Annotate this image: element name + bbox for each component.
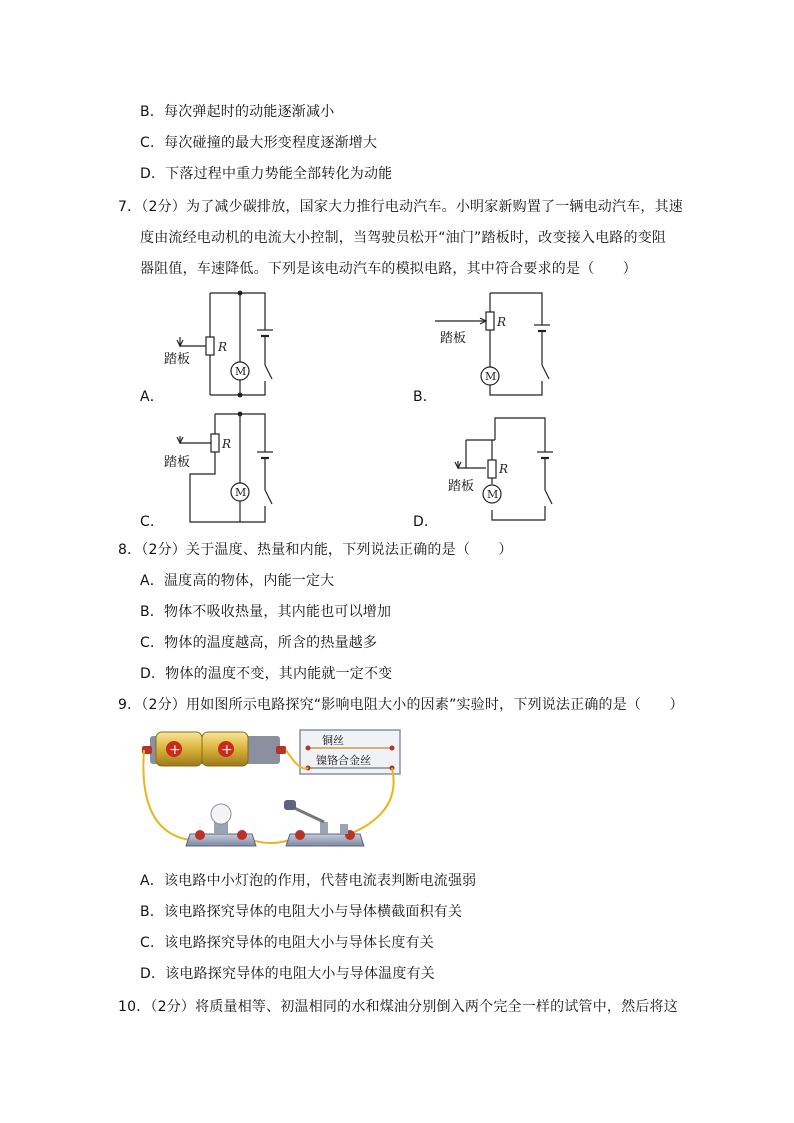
q8-option-d: D．物体的温度不变，其内能就一定不变 bbox=[140, 666, 393, 682]
q9-stem: 9．（2分）用如图所示电路探究“影响电阻大小的因素”实验时，下列说法正确的是（ ） bbox=[118, 697, 684, 713]
q6-option-b: B．每次弹起时的动能逐渐减小 bbox=[140, 104, 335, 120]
q8-option-a: A．温度高的物体，内能一定大 bbox=[140, 573, 335, 589]
q8-option-b: B．物体不吸收热量，其内能也可以增加 bbox=[140, 604, 392, 620]
q7-option-d: D． bbox=[413, 514, 439, 530]
svg-text:+: + bbox=[169, 742, 181, 758]
circuit-a-pedal-label: 踏板 bbox=[164, 352, 191, 367]
circuit-c-resistor-label: R bbox=[222, 437, 232, 451]
circuit-diagram-d bbox=[440, 410, 560, 529]
circuit-d-resistor-label: R bbox=[499, 462, 509, 476]
circuit-b-resistor-label: R bbox=[497, 315, 507, 329]
q6-option-d: D．下落过程中重力势能全部转化为动能 bbox=[140, 166, 393, 182]
q7-stem-line2: 度由流经电动机的电流大小控制，当驾驶员松开“油门”踏板时，改变接入电路的变阻 bbox=[140, 230, 667, 246]
q7-option-b: B． bbox=[413, 389, 438, 405]
experiment-circuit-figure bbox=[140, 722, 410, 866]
q7-stem-line1: 7．（2分）为了减少碳排放，国家大力推行电动汽车。小明家新购置了一辆电动汽车，其速 bbox=[118, 199, 684, 215]
circuit-b-pedal-label: 踏板 bbox=[440, 331, 467, 346]
q9-option-a: A．该电路中小灯泡的作用，代替电流表判断电流强弱 bbox=[140, 873, 477, 889]
circuit-a-resistor-label: R bbox=[218, 340, 228, 354]
circuit-d-motor-label: M bbox=[487, 488, 499, 501]
q6-option-c: C．每次碰撞的最大形变程度逐渐增大 bbox=[140, 135, 378, 151]
circuit-a-motor-label: M bbox=[235, 365, 247, 378]
q9-option-d: D．该电路探究导体的电阻大小与导体温度有关 bbox=[140, 966, 435, 982]
circuit-c-motor-label: M bbox=[235, 486, 247, 499]
svg-text:+: + bbox=[221, 742, 233, 758]
circuit-diagram-b bbox=[435, 285, 565, 404]
q7-option-a: A． bbox=[140, 389, 164, 405]
circuit-diagram-a bbox=[160, 285, 280, 404]
nichrome-wire-label: 镍铬合金丝 bbox=[316, 754, 371, 767]
q9-option-b: B．该电路探究导体的电阻大小与导体横截面积有关 bbox=[140, 904, 463, 920]
circuit-c-pedal-label: 踏板 bbox=[164, 455, 191, 470]
q9-option-c: C．该电路探究导体的电阻大小与导体长度有关 bbox=[140, 935, 434, 951]
circuit-diagram-c bbox=[160, 410, 280, 529]
circuit-b-motor-label: M bbox=[485, 370, 497, 383]
q8-option-c: C．物体的温度越高，所含的热量越多 bbox=[140, 635, 378, 651]
circuit-d-pedal-label: 踏板 bbox=[448, 479, 475, 494]
q7-stem-line3: 器阻值，车速降低。下列是该电动汽车的模拟电路，其中符合要求的是（ ） bbox=[140, 261, 637, 277]
q7-option-c: C． bbox=[140, 514, 165, 530]
copper-wire-label: 铜丝 bbox=[322, 734, 344, 747]
q10-stem: 10．（2分）将质量相等、初温相同的水和煤油分别倒入两个完全一样的试管中，然后将这 bbox=[118, 999, 678, 1015]
q8-stem: 8．（2分）关于温度、热量和内能，下列说法正确的是（ ） bbox=[118, 542, 513, 558]
